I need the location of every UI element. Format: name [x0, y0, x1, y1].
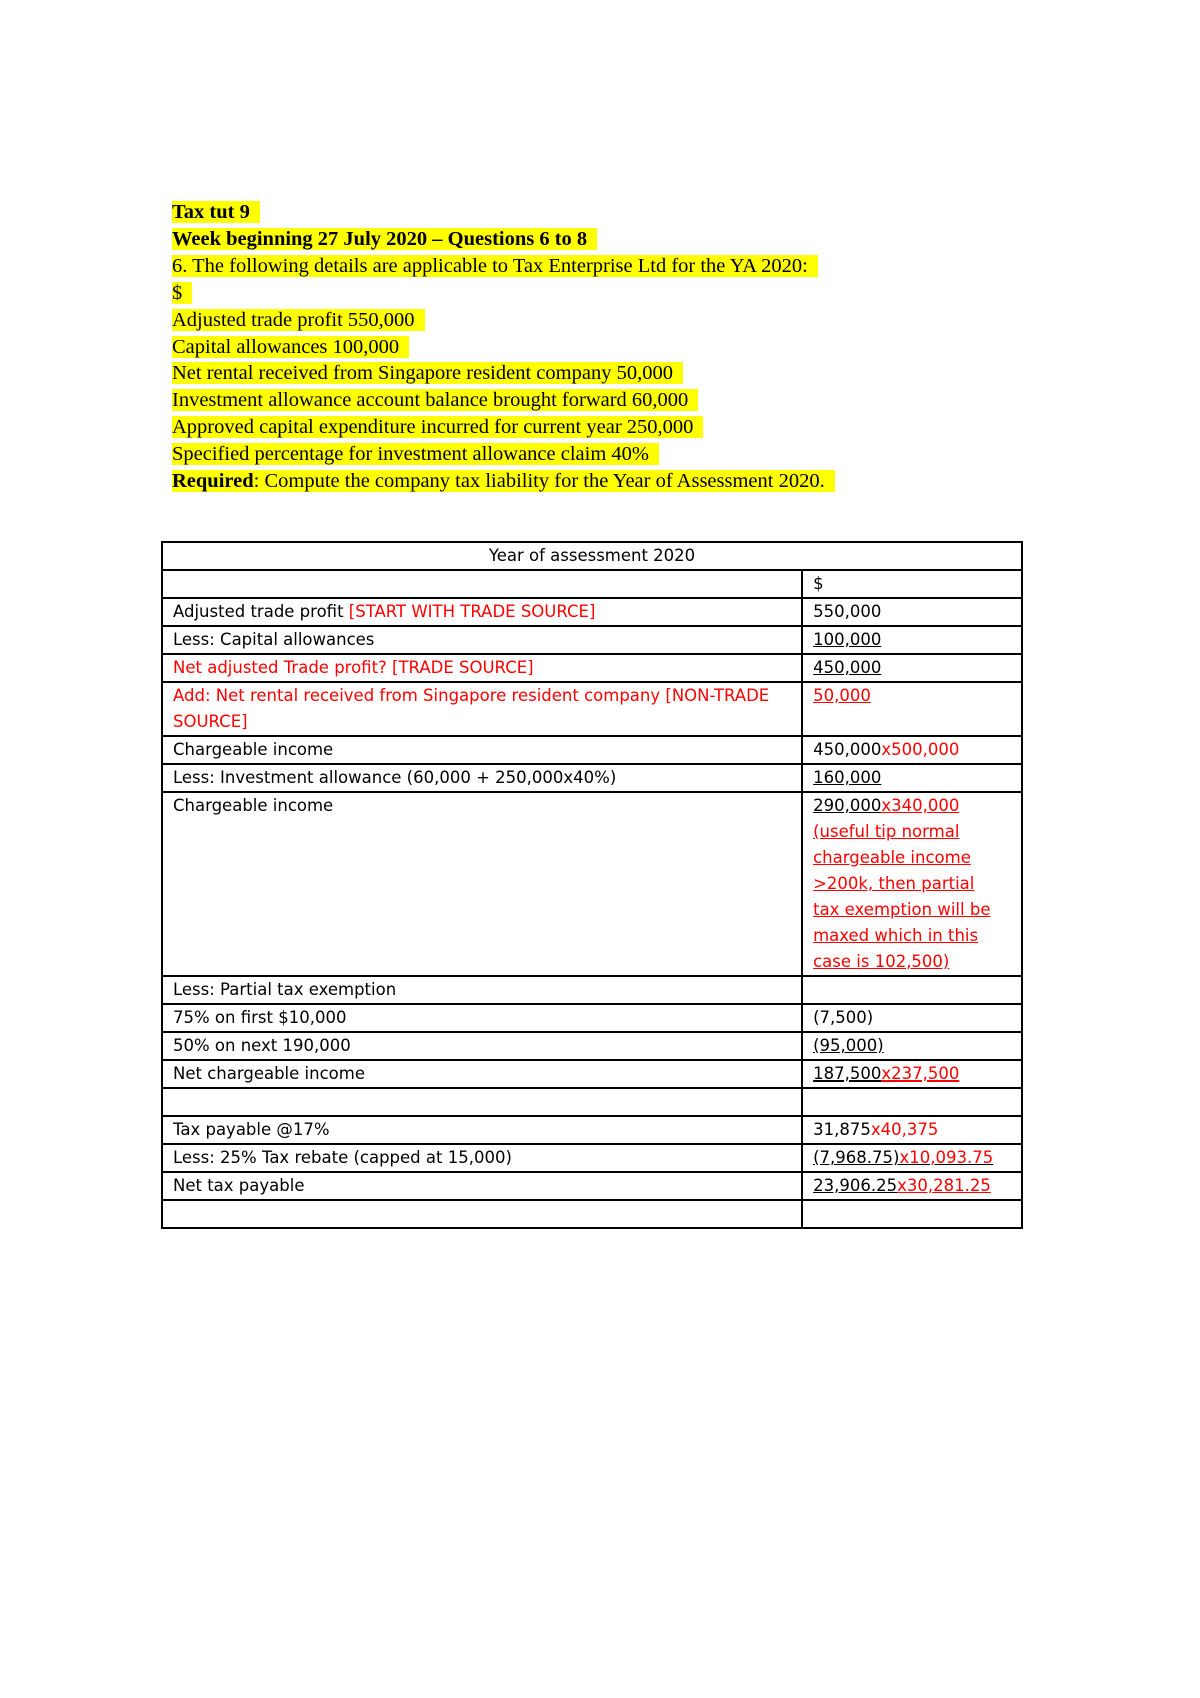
- table-row: [162, 1032, 1022, 1060]
- empty-cell: [162, 1200, 802, 1228]
- tutorial-title: Tax tut 9: [172, 201, 260, 223]
- row-label: Add: Net rental received from Singapore resident company [NON-TRADE SOURCE]: [162, 682, 802, 736]
- row-label: [162, 598, 802, 626]
- row-correction: x40,375: [870, 1120, 939, 1139]
- table-row: [162, 1172, 1022, 1200]
- row-label: Tax payable @17%: [162, 1116, 802, 1144]
- row-label: Net adjusted Trade profit? [TRADE SOURCE]: [162, 654, 802, 682]
- required-text: : Compute the company tax liability for the Year of Assessment 2020.: [253, 470, 825, 493]
- row-value-text: (95,000): [813, 1036, 884, 1055]
- row-value: [802, 1144, 1022, 1172]
- row-value: [802, 682, 1022, 736]
- table-row: [162, 682, 1022, 736]
- row-correction: x340,000: [881, 796, 960, 815]
- row-label: Less: Capital allowances: [162, 626, 802, 654]
- row-correction: x500,000: [881, 740, 960, 759]
- row-label: Net chargeable income: [162, 1060, 802, 1088]
- row-value-text: 23,906.25: [813, 1176, 898, 1195]
- row-label-text: Adjusted trade profit: [173, 602, 349, 621]
- row-value: [802, 626, 1022, 654]
- currency-header: $: [802, 570, 1022, 598]
- row-value-text: 290,000: [813, 796, 882, 815]
- row-label: Chargeable income: [162, 736, 802, 764]
- row-value-text: (7,968.75): [813, 1148, 900, 1167]
- table-row: [162, 764, 1022, 792]
- table-row: [162, 654, 1022, 682]
- row-label: Less: 25% Tax rebate (capped at 15,000): [162, 1144, 802, 1172]
- row-value-text: 160,000: [813, 768, 882, 787]
- table-row: [162, 1144, 1022, 1172]
- row-value-text: 100,000: [813, 630, 882, 649]
- row-value-wrap: [813, 1145, 1003, 1171]
- row-value: [802, 736, 1022, 764]
- week-heading: Week beginning 27 July 2020 – Questions 6 to 8: [172, 228, 597, 250]
- empty-cell: [802, 1088, 1022, 1116]
- row-label: Less: Partial tax exemption: [162, 976, 802, 1004]
- question-intro: 6. The following details are applicable to Tax Enterprise Ltd for the YA 2020:: [172, 255, 818, 277]
- detail-specified-percentage: Specified percentage for investment allowance claim 40%: [172, 443, 659, 465]
- row-label: Net tax payable: [162, 1172, 802, 1200]
- row-value: [802, 1060, 1022, 1088]
- table-row: [162, 1060, 1022, 1088]
- row-value-text: 50,000: [813, 686, 871, 705]
- tax-computation-table: [161, 541, 1023, 1229]
- row-value: [802, 654, 1022, 682]
- row-value: [802, 1172, 1022, 1200]
- row-value-text: 450,000: [813, 740, 882, 759]
- row-correction: x10,093.75: [899, 1148, 994, 1167]
- empty-cell: [162, 570, 802, 598]
- detail-investment-allowance: Investment allowance account balance brought forward 60,000: [172, 389, 698, 411]
- question-header: [172, 199, 1072, 495]
- row-value-text: 187,500: [813, 1064, 882, 1083]
- useful-tip-note: (useful tip normal chargeable income >200k, then partial tax exemption will be maxed which in this case is 102,500): [813, 822, 991, 971]
- row-value: [802, 1116, 1022, 1144]
- row-correction: x237,500: [881, 1064, 960, 1083]
- row-value: [802, 1032, 1022, 1060]
- row-value: (7,500): [802, 1004, 1022, 1032]
- detail-adjusted-trade-profit: Adjusted trade profit 550,000: [172, 309, 425, 331]
- row-value-text: 450,000: [813, 658, 882, 677]
- table-title: Year of assessment 2020: [162, 542, 1022, 570]
- table-header-row: [162, 570, 1022, 598]
- detail-capital-allowances: Capital allowances 100,000: [172, 336, 409, 358]
- empty-cell: [162, 1088, 802, 1116]
- table-title-row: [162, 542, 1022, 570]
- table-row: [162, 1004, 1022, 1032]
- row-correction: x30,281.25: [897, 1176, 991, 1195]
- row-label: Chargeable income: [162, 792, 802, 976]
- row-value: [802, 976, 1022, 1004]
- empty-cell: [802, 1200, 1022, 1228]
- table-row-empty: [162, 1088, 1022, 1116]
- required-label: Required: [172, 470, 254, 493]
- row-value-text: 31,875: [813, 1120, 871, 1139]
- row-label: Less: Investment allowance (60,000 + 250,000x40%): [162, 764, 802, 792]
- required-statement: [172, 470, 835, 492]
- row-note: [START WITH TRADE SOURCE]: [348, 602, 596, 621]
- row-label: 75% on first $10,000: [162, 1004, 802, 1032]
- table-row: [162, 736, 1022, 764]
- table-row: [162, 1116, 1022, 1144]
- table-row: [162, 626, 1022, 654]
- row-value: [802, 764, 1022, 792]
- table-row: [162, 792, 1022, 976]
- table-row-empty: [162, 1200, 1022, 1228]
- detail-capital-expenditure: Approved capital expenditure incurred for current year 250,000: [172, 416, 703, 438]
- row-label: 50% on next 190,000: [162, 1032, 802, 1060]
- currency-symbol: $: [172, 282, 192, 304]
- detail-net-rental: Net rental received from Singapore resident company 50,000: [172, 362, 683, 384]
- table-row: [162, 976, 1022, 1004]
- row-value: 550,000: [802, 598, 1022, 626]
- row-value: [802, 792, 1022, 976]
- table-row: [162, 598, 1022, 626]
